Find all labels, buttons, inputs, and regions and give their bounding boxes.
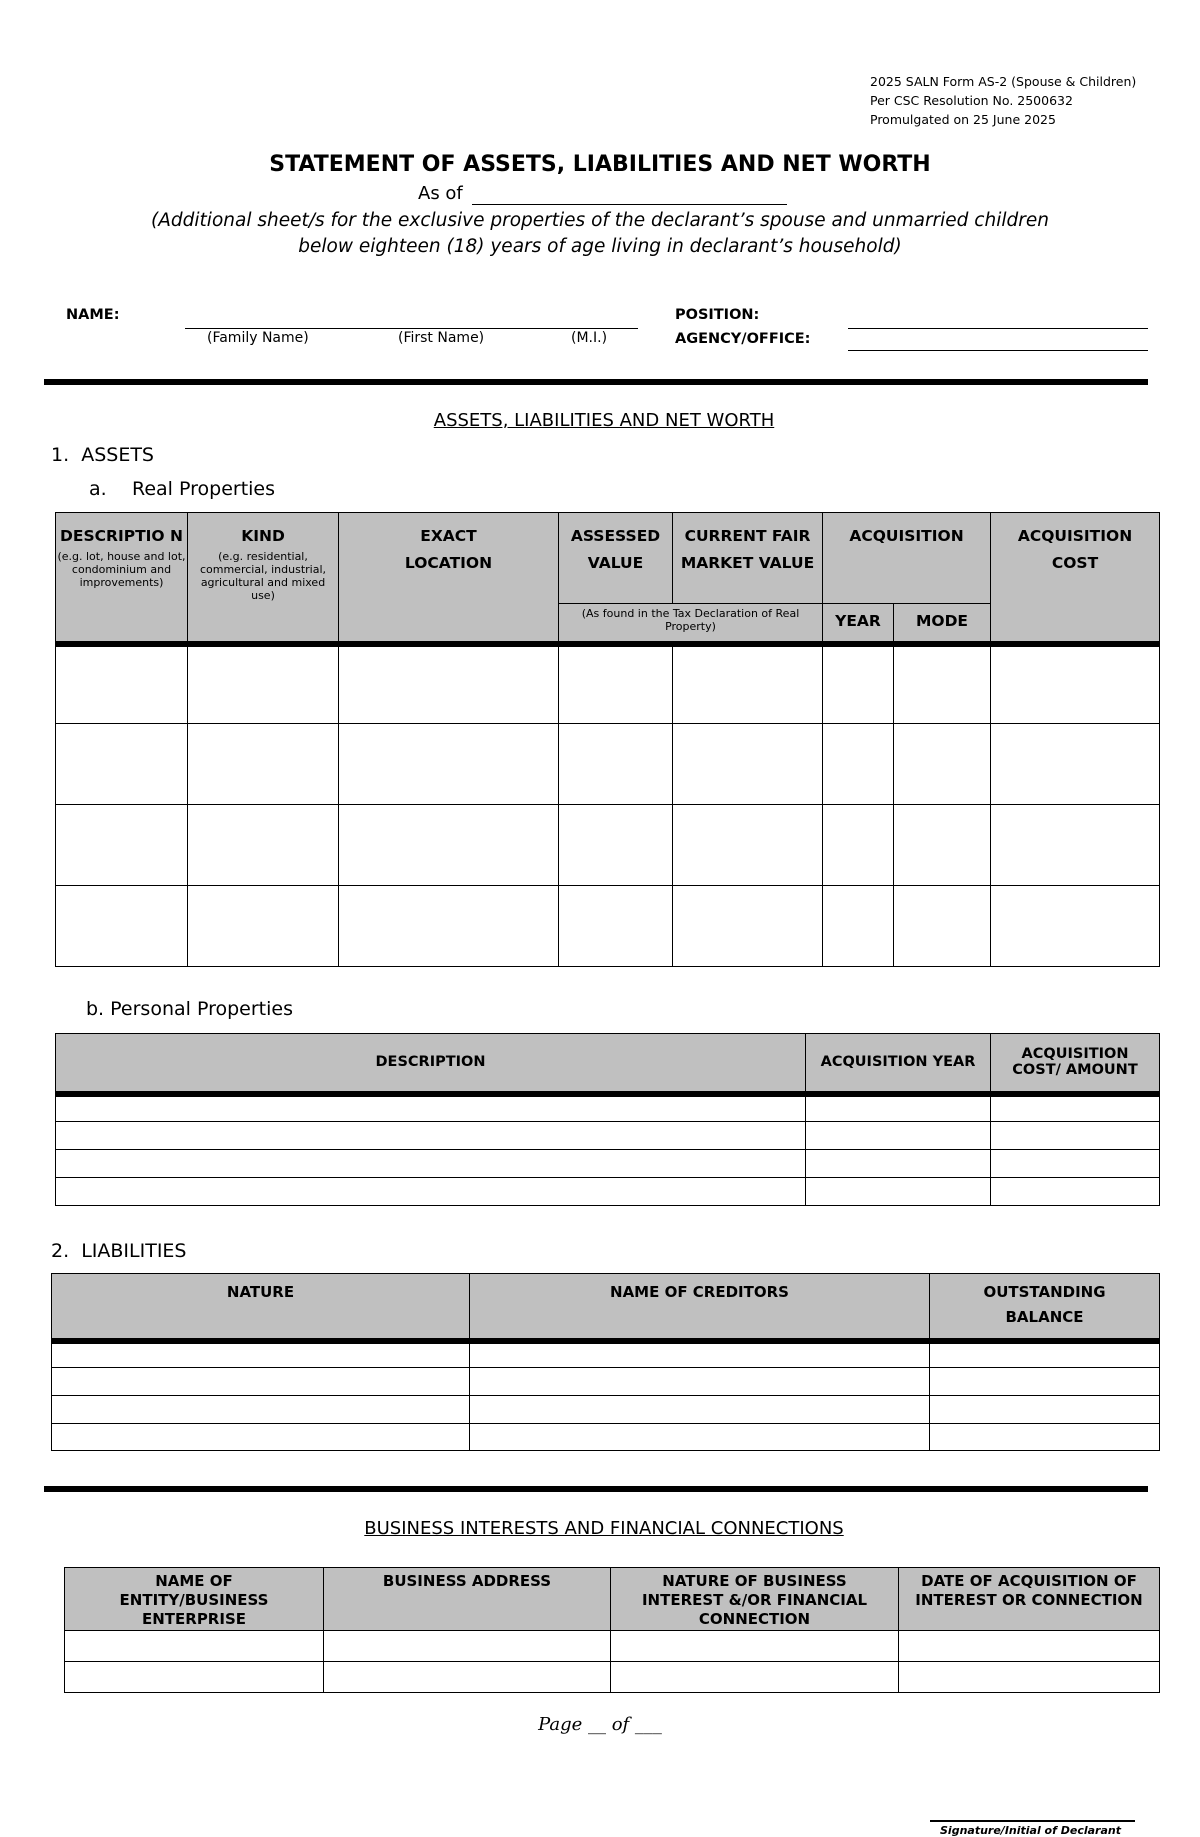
- table-cell[interactable]: [930, 1396, 1160, 1424]
- col-kind-note: (e.g. residential, commercial, industrial, agricultural and mixed use): [199, 550, 327, 602]
- col-nature-of-interest: NATURE OF BUSINESS INTEREST &/OR FINANCIAL CONNECTION: [611, 1568, 899, 1631]
- table-cell[interactable]: [673, 644, 823, 724]
- table-cell[interactable]: [673, 886, 823, 967]
- table-cell[interactable]: [611, 1631, 899, 1662]
- table-row: [52, 1341, 1160, 1368]
- page-title: STATEMENT OF ASSETS, LIABILITIES AND NET WORTH: [269, 152, 931, 177]
- col-date-of-acquisition: DATE OF ACQUISITION OF INTEREST OR CONNECTION: [899, 1568, 1160, 1631]
- signature-caption: Signature/Initial of Declarant: [940, 1824, 1121, 1837]
- real-properties-heading: Real Properties: [132, 478, 276, 500]
- col-assessed-value: ASSESSED VALUE: [559, 513, 673, 604]
- table-cell[interactable]: [339, 644, 559, 724]
- table-cell[interactable]: [894, 644, 991, 724]
- table-cell[interactable]: [673, 724, 823, 805]
- col-market-value: CURRENT FAIR MARKET VALUE: [673, 513, 823, 604]
- table-row: [65, 1662, 1160, 1693]
- col-pp-description: DESCRIPTION: [56, 1034, 806, 1094]
- liabilities-heading: 2. LIABILITIES: [51, 1240, 187, 1262]
- table-row: [56, 724, 1160, 805]
- real-properties-table: [55, 512, 1160, 967]
- table-cell[interactable]: [991, 805, 1160, 886]
- table-cell[interactable]: [52, 1424, 470, 1451]
- table-cell[interactable]: [894, 805, 991, 886]
- business-interests-table: [64, 1567, 1160, 1693]
- page-subtitle: [100, 208, 1100, 260]
- table-row: [56, 886, 1160, 967]
- section-divider: [44, 379, 1148, 385]
- table-cell[interactable]: [56, 1122, 806, 1150]
- table-cell[interactable]: [339, 886, 559, 967]
- table-cell[interactable]: [559, 805, 673, 886]
- agency-field[interactable]: [848, 350, 1148, 351]
- name-label: NAME:: [66, 307, 120, 323]
- table-cell[interactable]: [56, 724, 188, 805]
- table-cell[interactable]: [930, 1424, 1160, 1451]
- table-cell[interactable]: [559, 886, 673, 967]
- table-cell[interactable]: [899, 1631, 1160, 1662]
- col-balance: OUTSTANDING BALANCE: [930, 1274, 1160, 1341]
- table-cell[interactable]: [65, 1631, 324, 1662]
- table-cell[interactable]: [991, 886, 1160, 967]
- table-row: [56, 805, 1160, 886]
- table-cell[interactable]: [991, 1150, 1160, 1178]
- middle-initial-caption: (M.I.): [571, 330, 608, 346]
- table-row: [52, 1424, 1160, 1451]
- value-note-cell: [559, 604, 823, 644]
- col-nature: NATURE: [52, 1274, 470, 1341]
- business-section-title: BUSINESS INTERESTS AND FINANCIAL CONNECTIONS: [364, 1518, 844, 1539]
- table-cell[interactable]: [56, 886, 188, 967]
- table-row: [56, 1122, 1160, 1150]
- subtitle-line-2: below eighteen (18) years of age living in declarant’s household): [298, 236, 902, 257]
- table-cell[interactable]: [324, 1631, 611, 1662]
- table-cell[interactable]: [673, 805, 823, 886]
- table-cell[interactable]: [894, 724, 991, 805]
- col-description-label: DESCRIPTIO N: [60, 527, 183, 545]
- promulgation-date: Promulgated on 25 June 2025: [870, 112, 1056, 127]
- table-cell[interactable]: [823, 805, 894, 886]
- table-cell[interactable]: [52, 1368, 470, 1396]
- col-pp-cost: ACQUISITION COST/ AMOUNT: [991, 1034, 1160, 1094]
- table-cell[interactable]: [52, 1341, 470, 1368]
- table-cell[interactable]: [188, 886, 339, 967]
- table-cell[interactable]: [56, 1178, 806, 1206]
- table-cell[interactable]: [339, 724, 559, 805]
- table-cell[interactable]: [806, 1122, 991, 1150]
- table-cell[interactable]: [894, 886, 991, 967]
- table-cell[interactable]: [188, 644, 339, 724]
- col-entity: NAME OF ENTITY/BUSINESS ENTERPRISE: [65, 1568, 324, 1631]
- table-cell[interactable]: [56, 644, 188, 724]
- table-cell[interactable]: [559, 724, 673, 805]
- table-cell[interactable]: [930, 1341, 1160, 1368]
- page-number: Page __ of ___: [538, 1714, 662, 1735]
- col-pp-year: ACQUISITION YEAR: [806, 1034, 991, 1094]
- table-cell[interactable]: [65, 1662, 324, 1693]
- table-cell[interactable]: [991, 1094, 1160, 1122]
- table-row: [52, 1368, 1160, 1396]
- table-cell[interactable]: [823, 724, 894, 805]
- table-row: [56, 644, 1160, 724]
- table-cell[interactable]: [806, 1094, 991, 1122]
- col-year: YEAR: [823, 604, 894, 644]
- form-code: 2025 SALN Form AS-2 (Spouse & Children): [870, 74, 1137, 89]
- csc-resolution: Per CSC Resolution No. 2500632: [870, 93, 1073, 108]
- table-cell[interactable]: [823, 886, 894, 967]
- personal-properties-table: [55, 1033, 1160, 1206]
- assets-heading: 1. ASSETS: [51, 444, 154, 466]
- table-cell[interactable]: [470, 1424, 930, 1451]
- col-business-address: BUSINESS ADDRESS: [324, 1568, 611, 1631]
- table-row: [52, 1396, 1160, 1424]
- table-cell[interactable]: [806, 1178, 991, 1206]
- alnw-section-title: ASSETS, LIABILITIES AND NET WORTH: [433, 410, 775, 431]
- as-of-date-field[interactable]: [472, 204, 787, 205]
- table-row: [56, 1094, 1160, 1122]
- col-description: [56, 513, 188, 644]
- table-row: [56, 1150, 1160, 1178]
- agency-label: AGENCY/OFFICE:: [675, 331, 811, 347]
- signature-field[interactable]: [930, 1820, 1135, 1822]
- table-cell[interactable]: [991, 724, 1160, 805]
- table-cell[interactable]: [188, 805, 339, 886]
- table-cell[interactable]: [52, 1396, 470, 1424]
- col-location: EXACT LOCATION: [339, 513, 559, 644]
- col-kind: [188, 513, 339, 644]
- table-cell[interactable]: [56, 1150, 806, 1178]
- table-cell[interactable]: [470, 1341, 930, 1368]
- subtitle-line-1: (Additional sheet/s for the exclusive properties of the declarant’s spouse and unmarried children: [151, 210, 1049, 231]
- value-note: (As found in the Tax Declaration of Real Property): [581, 607, 800, 633]
- col-mode: MODE: [894, 604, 991, 644]
- name-field[interactable]: [185, 328, 638, 329]
- table-cell[interactable]: [611, 1662, 899, 1693]
- col-acquisition-cost: ACQUISITION COST: [991, 513, 1160, 644]
- personal-properties-heading: b. Personal Properties: [86, 998, 293, 1020]
- table-row: [56, 1178, 1160, 1206]
- table-row: [65, 1631, 1160, 1662]
- col-kind-label: KIND: [241, 527, 285, 545]
- col-acquisition: ACQUISITION: [823, 513, 991, 604]
- col-creditors: NAME OF CREDITORS: [470, 1274, 930, 1341]
- table-cell[interactable]: [324, 1662, 611, 1693]
- table-cell[interactable]: [991, 644, 1160, 724]
- table-cell[interactable]: [339, 805, 559, 886]
- col-description-note: (e.g. lot, house and lot, condominium and improvements): [57, 550, 186, 589]
- table-cell[interactable]: [991, 1178, 1160, 1206]
- table-cell[interactable]: [470, 1368, 930, 1396]
- table-cell[interactable]: [930, 1368, 1160, 1396]
- real-properties-letter: a.: [89, 478, 107, 500]
- table-cell[interactable]: [559, 644, 673, 724]
- table-cell[interactable]: [188, 724, 339, 805]
- liabilities-table: [51, 1273, 1160, 1451]
- table-cell[interactable]: [56, 1094, 806, 1122]
- table-cell[interactable]: [806, 1150, 991, 1178]
- as-of-label: As of: [418, 183, 463, 204]
- table-cell[interactable]: [823, 644, 894, 724]
- position-field[interactable]: [848, 328, 1148, 329]
- table-cell[interactable]: [470, 1396, 930, 1424]
- table-cell[interactable]: [899, 1662, 1160, 1693]
- position-label: POSITION:: [675, 307, 760, 323]
- section-divider: [44, 1486, 1148, 1492]
- family-name-caption: (Family Name): [207, 330, 309, 346]
- table-cell[interactable]: [56, 805, 188, 886]
- form-reference: [870, 72, 1136, 129]
- table-cell[interactable]: [991, 1122, 1160, 1150]
- first-name-caption: (First Name): [398, 330, 485, 346]
